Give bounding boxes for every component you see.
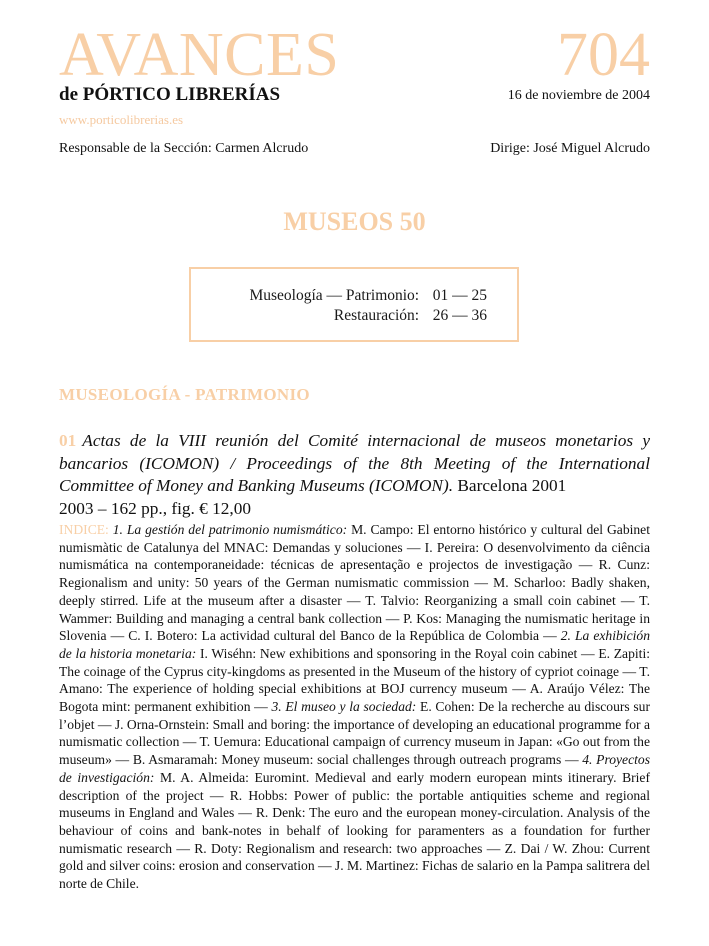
subsection-title: MUSEOLOGÍA - PATRIMONIO <box>59 385 310 404</box>
index-section-text: E. Cohen: De la recherche au discours sur l’objet — J. Orna-Ornstein: Small and boring: the importance of developing an educational programme for a numismatic collection — T. Uemura: Educational campaign of currency museum in Japan: «Go out from the museum» — B. Asmaramah: Money museum: social challenges through outreach programs — <box>59 699 650 768</box>
index-section-heading: 1. La gestión del patrimonio numismático: <box>108 522 348 537</box>
section-title: MUSEOS 50 <box>283 207 426 236</box>
toc-range: 26 — 36 <box>432 307 487 324</box>
toc-range: 01 — 25 <box>432 287 487 304</box>
brand-title: AVANCES <box>59 21 340 89</box>
toc-row <box>191 287 487 305</box>
toc-label: Museología — Patrimonio: <box>249 287 420 304</box>
index-section-text: M. A. Almeida: Euromint. Medieval and early modern european mints itinerary. Brief description of the project — R. Hobbs: Power of public: the portable antiquities scheme and regional museums in England and Wales — R. Denk: The euro and the european money-circulation. Analysis of the behaviour of coins and bank-notes in behalf of looking for paramenters as a foundation for further numismatic research — R. Doty: Regionalism and research: two approaches — Z. Dai / W. Zhou: Current gold and silver coins: erosion and conservation — J. M. Martinez: Fichas de salario en la Pampa salitrera del norte de Chile. <box>59 769 650 892</box>
entry-heading <box>59 430 650 498</box>
title-text: ). <box>442 476 454 495</box>
title-acronym: ICOMON <box>145 453 214 473</box>
title-acronym: ICOMON <box>374 476 443 495</box>
website-link[interactable]: www.porticolibrerias.es <box>59 112 184 127</box>
issue-number: 704 <box>557 21 650 89</box>
section-responsible: Responsable de la Sección: Carmen Alcrudo <box>59 141 309 156</box>
director-credit: Dirige: José Miguel Alcrudo <box>490 141 650 156</box>
title-text: Actas de la VIII reunión del Comité internacional de museos monetarios y bancarios ( <box>59 431 650 473</box>
toc-row <box>191 307 487 325</box>
toc-label: Restauración: <box>333 307 420 324</box>
entry-number: 01 <box>59 431 77 450</box>
table-of-contents-box <box>189 267 519 342</box>
index-section-text: M. Campo: El entorno histórico y cultural del Gabinet numismàtic de Catalunya del MNAC: Demandas y soluciones — I. Pereira: O desenvolvimento da ciência numismática na contemporaneidade: técnicas de apresentação e projectos de investigação — R. Cunz: Regionalism and unity: 50 years of the German numismatic commission — M. Scharloo: Badly shaken, deeply stirred. Life at the museum after a disaster — T. Talvio: Reorganizing a small coin cabinet — T. Wammer: Building and managing a central bank collection — P. Kos: Managing the numismatic heritage in Slovenia — C. I. Botero: La actividad cultural del Banco de la República de Colombia — <box>59 522 650 644</box>
index-section-heading: 2. La exhibición de la historia monetaria: <box>59 628 650 661</box>
title-text: ) / Proceedings of the 8th Meeting of the International Committee of Money and Banking Museums ( <box>59 453 650 495</box>
index-label: INDICE: <box>59 522 109 537</box>
index-section-text: I. Wiséhn: New exhibitions and sponsoring in the Royal coin cabinet — E. Zapiti: The coinage of the Cyprus city-kingdoms as presented in the Museum of the history of cypriot coinage — T. Amano: The experience of holding special exhibitions at BOJ currency museum — A. Araújo Vélez: The Bogota mint: permanent exhibition — <box>59 645 650 715</box>
index-body <box>59 522 650 891</box>
index-section-heading: 4. Proyectos de investigación: <box>59 752 650 785</box>
entry-place-year: Barcelona 2001 <box>453 476 567 495</box>
entry-index <box>59 521 650 893</box>
index-section-heading: 3. El museo y la sociedad: <box>267 699 417 715</box>
publication-details: 2003 – 162 pp., fig. € 12,00 <box>59 499 252 518</box>
issue-date: 16 de noviembre de 2004 <box>507 88 650 103</box>
publisher-subtitle: de PÓRTICO LIBRERÍAS <box>59 84 281 105</box>
